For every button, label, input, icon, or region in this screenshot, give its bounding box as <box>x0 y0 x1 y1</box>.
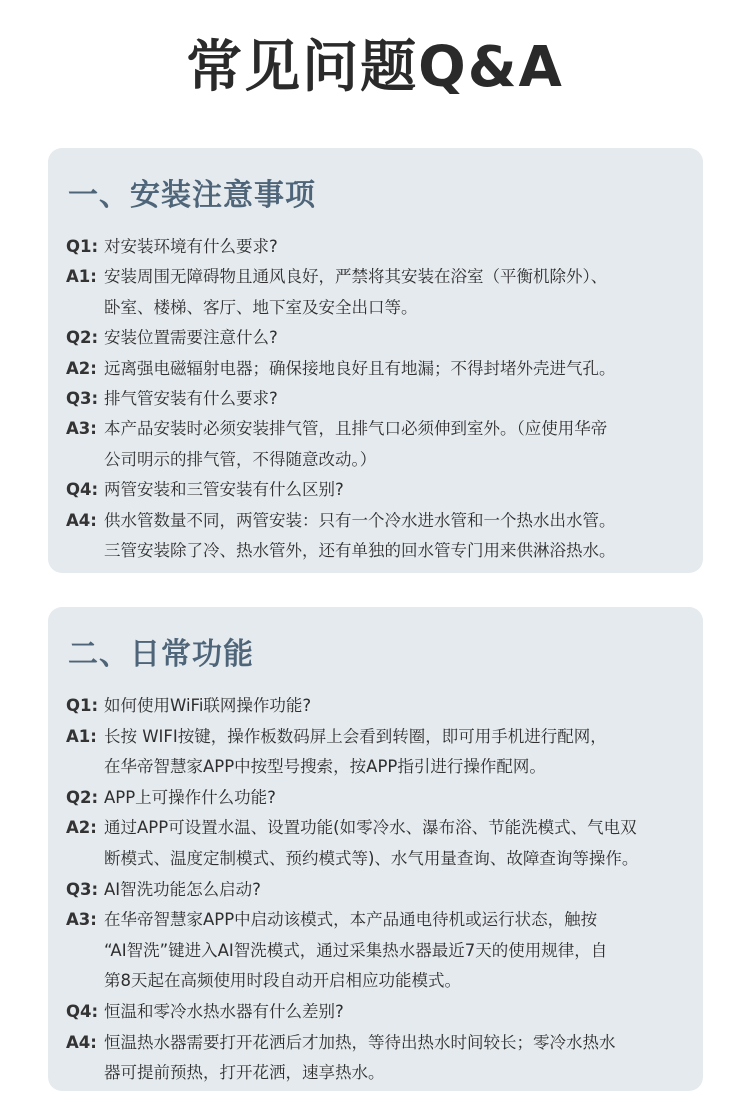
qa-list <box>66 232 695 566</box>
answer-continuation-line <box>66 445 695 475</box>
qa-prefix: Q3: <box>66 388 99 408</box>
qa-text: 远离强电磁辐射电器；确保接地良好且有地漏；不得封堵外壳进气孔。 <box>104 358 616 378</box>
qa-text: 器可提前预热，打开花洒，速享热水。 <box>104 1063 385 1083</box>
qa-text: 三管安装除了冷、热水管外，还有单独的回水管专门用来供淋浴热水。 <box>104 540 616 560</box>
qa-text: 安装位置需要注意什么? <box>104 328 278 348</box>
qa-prefix: A2: <box>66 358 97 378</box>
answer-line <box>66 414 695 444</box>
answer-continuation-line <box>66 536 695 566</box>
qa-prefix: Q2: <box>66 787 99 807</box>
section-card-daily-functions <box>48 607 703 1091</box>
page-title: 常见问题Q&A <box>186 35 564 100</box>
question-line <box>66 997 695 1028</box>
qa-prefix: Q3: <box>66 879 99 899</box>
qa-list <box>66 691 695 1089</box>
question-line <box>66 323 695 353</box>
qa-prefix: Q2: <box>66 328 99 348</box>
question-line <box>66 475 695 505</box>
answer-line <box>66 1028 695 1059</box>
qa-text: 安装周围无障碍物且通风良好，严禁将其安装在浴室（平衡机除外）、 <box>104 267 608 287</box>
answer-continuation-line <box>66 1058 695 1089</box>
qa-prefix: A1: <box>66 726 97 746</box>
qa-text: APP上可操作什么功能? <box>104 787 276 807</box>
qa-text: 公司明示的排气管，不得随意改动。） <box>104 449 377 469</box>
answer-line <box>66 813 695 844</box>
qa-text: 通过APP可设置水温、设置功能(如零冷水、瀑布浴、节能洗模式、气电双 <box>104 818 637 838</box>
qa-prefix: A2: <box>66 818 97 838</box>
answer-line <box>66 262 695 292</box>
qa-text: 本产品安装时必须安装排气管，且排气口必须伸到室外。（应使用华帝 <box>104 419 608 439</box>
qa-text: 在华帝智慧家APP中按型号搜索，按APP指引进行操作配网。 <box>104 757 546 777</box>
section-title: 一、安装注意事项 <box>68 178 316 213</box>
qa-prefix: Q1: <box>66 237 99 256</box>
qa-text: 第8天起在高频使用时段自动开启相应功能模式。 <box>104 971 461 991</box>
qa-text: 恒温热水器需要打开花洒后才加热，等待出热水时间较长；零冷水热水 <box>104 1032 616 1052</box>
qa-text: 供水管数量不同，两管安装：只有一个冷水进水管和一个热水出水管。 <box>104 510 616 530</box>
qa-prefix: A1: <box>66 267 97 287</box>
qa-text: 卧室、楼梯、客厅、地下室及安全出口等。 <box>104 297 418 317</box>
qa-prefix: Q4: <box>66 1001 99 1021</box>
qa-text: 两管安装和三管安装有什么区别? <box>104 480 344 500</box>
qa-text: 对安装环境有什么要求? <box>104 237 278 256</box>
qa-text: 排气管安装有什么要求? <box>104 388 278 408</box>
question-line <box>66 384 695 414</box>
section-title: 二、日常功能 <box>68 637 254 672</box>
answer-continuation-line <box>66 752 695 783</box>
question-line <box>66 232 695 262</box>
answer-line <box>66 506 695 536</box>
qa-text: 长按 WIFI按键，操作板数码屏上会看到转圈，即可用手机进行配网， <box>104 726 607 746</box>
qa-prefix: Q4: <box>66 480 99 500</box>
qa-text: 在华帝智慧家APP中启动该模式，本产品通电待机或运行状态，触按 <box>104 910 598 930</box>
answer-continuation-line <box>66 936 695 967</box>
qa-prefix: A3: <box>66 419 97 439</box>
answer-continuation-line <box>66 293 695 323</box>
answer-line <box>66 722 695 753</box>
qa-prefix: A4: <box>66 1032 97 1052</box>
qa-text: 如何使用WiFi联网操作功能? <box>104 696 312 715</box>
qa-prefix: Q1: <box>66 696 99 715</box>
section-card-installation <box>48 148 703 573</box>
qa-text: AI智洗功能怎么启动? <box>104 879 261 899</box>
answer-continuation-line <box>66 966 695 997</box>
question-line <box>66 783 695 814</box>
qa-prefix: A4: <box>66 510 97 530</box>
qa-text: 恒温和零冷水热水器有什么差别? <box>104 1001 344 1021</box>
answer-line <box>66 905 695 936</box>
qa-text: “AI智洗”键进入AI智洗模式，通过采集热水器最近7天的使用规律，自 <box>104 940 608 960</box>
answer-line <box>66 354 695 384</box>
qa-prefix: A3: <box>66 910 97 930</box>
question-line <box>66 691 695 722</box>
qa-text: 断模式、温度定制模式、预约模式等)、水气用量查询、故障查询等操作。 <box>104 848 639 868</box>
answer-continuation-line <box>66 844 695 875</box>
question-line <box>66 875 695 906</box>
